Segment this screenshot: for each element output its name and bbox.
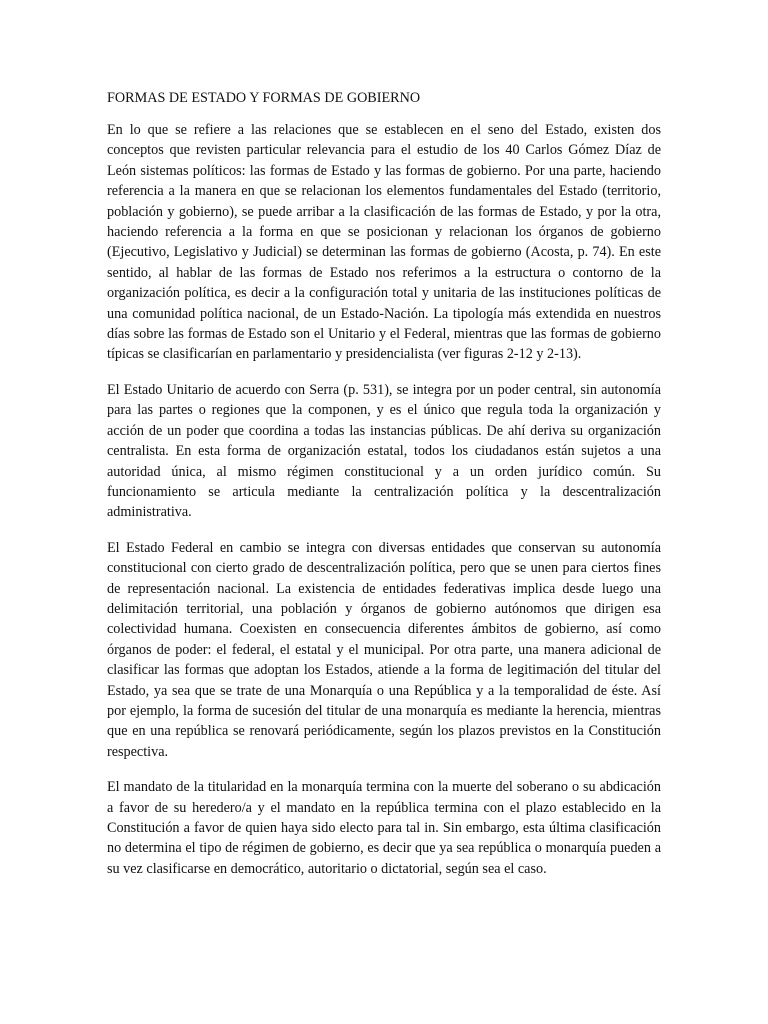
- document-title: FORMAS DE ESTADO Y FORMAS DE GOBIERNO: [107, 90, 421, 106]
- paragraph-mandate: El mandato de la titularidad en la monarquía termina con la muerte del soberano o su abdicación a favor de su heredero/a y el mandato en la república termina con el plazo establecido en la Constitución a favor de quien haya sido electo para tal in. Sin embargo, esta última clasificación no determina el tipo de régimen de gobierno, es decir que ya sea república o monarquía pueden a su vez clasificarse en democrático, autoritario o dictatorial, según sea el caso.: [107, 779, 661, 877]
- paragraph-unitary-state: El Estado Unitario de acuerdo con Serra (p. 531), se integra por un poder central, sin autonomía para las partes o regiones que la componen, y es el único que regula toda la organización y acción de un poder que coordina a todas las instancias públicas. De ahí deriva su organización centralista. En esta forma de organización estatal, todos los ciudadanos están sujetos a una autoridad única, al mismo régimen constitucional y a un orden jurídico común. Su funcionamiento se articula mediante la centralización política y la descentralización administrativa.: [107, 381, 661, 521]
- paragraph-forms-intro: En lo que se refiere a las relaciones que se establecen en el seno del Estado, existen dos conceptos que revisten particular relevancia para el estudio de los 40 Carlos Gómez Díaz de León sistemas políticos: las formas de Estado y las formas de gobierno. Por una parte, haciendo referencia a la manera en que se relacionan los elementos fundamentales del Estado (territorio, población y gobierno), se puede arribar a la clasificación de las formas de Estado, y por la otra, haciendo referencia a la forma en que se posicionan y relacionan los órganos de gobierno (Ejecutivo, Legislativo y Judicial) se determinan las formas de gobierno (Acosta, p. 74). En este sentido, al hablar de las formas de Estado nos referimos a la estructura o contorno de la organización política, es decir a la configuración total y unitaria de las instituciones políticas de una comunidad política nacional, de un Estado-Nación. La tipología más extendida en nuestros días sobre las formas de Estado son el Unitario y el Federal, mientras que las formas de gobierno típicas se clasificarían en parlamentario y presidencialista (ver figuras 2-12 y 2-13).: [107, 122, 661, 363]
- paragraph-federal-state: El Estado Federal en cambio se integra con diversas entidades que conservan su autonomía constitucional con cierto grado de descentralización política, pero que se unen para ciertos fines de representación nacional. La existencia de entidades federativas implica desde luego una delimitación territorial, una población y órganos de gobierno autónomos que dirigen esa colectividad humana. Coexisten en consecuencia diferentes ámbitos de gobierno, así como órganos de poder: el federal, el estatal y el municipal. Por otra parte, una manera adicional de clasificar las formas que adoptan los Estados, atiende a la forma de legitimación del titular del Estado, ya sea que se trate de una Monarquía o una República y a la temporalidad de éste. Así por ejemplo, la forma de sucesión del titular de una monarquía es mediante la herencia, mientras que en una república se renovará periódicamente, según los plazos previstos en la Constitución respectiva.: [107, 539, 661, 760]
